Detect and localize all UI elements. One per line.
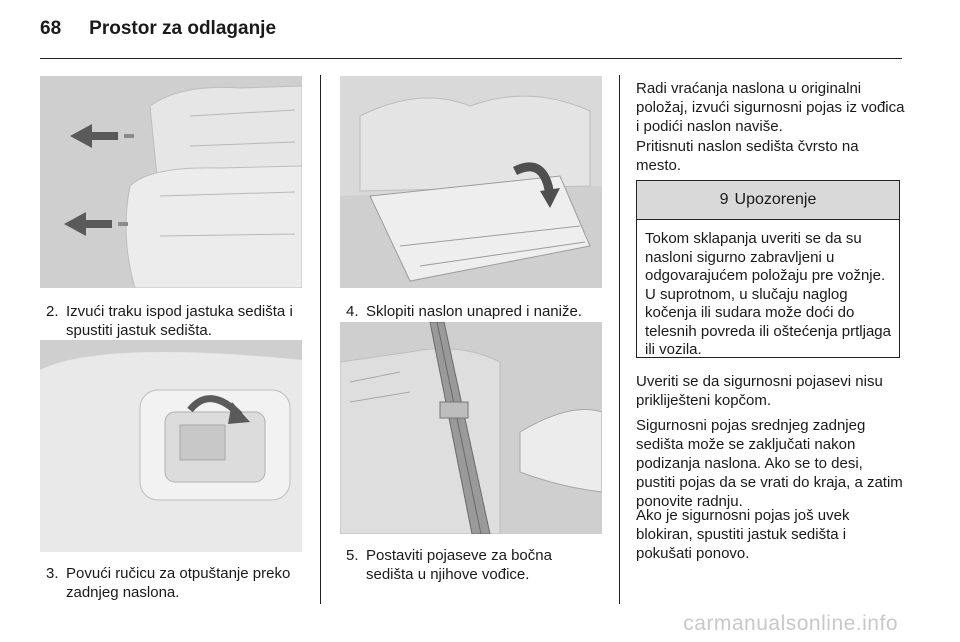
watermark: carmanualsonline.info: [683, 612, 898, 635]
paragraph-middle-belt: Sigurnosni pojas srednjeg zadnjeg sedišta može se zaključati nakon podizanja naslona. Ako se to desi, pustiti pojas da se vrati do kraja, a zatim ponovite radnju.: [636, 417, 903, 510]
paragraph-return-backrest: Radi vraćanja naslona u originalni položaj, izvući sigurnosni pojas iz vođica i podići naslon naviše.: [636, 80, 905, 135]
paragraph-belt-blocked: Ako je sigurnosni pojas još uvek blokiran, spustiti jastuk sedišta i pokušati ponovo.: [636, 507, 850, 562]
page-number: 68: [40, 18, 62, 39]
figure-release-lever: [40, 340, 302, 552]
warning-box: [636, 180, 900, 358]
paragraph-belts-not-pinched: Uveriti se da sigurnosni pojasevi nisu prikliješteni kopčom.: [636, 373, 883, 409]
step-5: [346, 546, 602, 584]
step-number: 4.: [346, 303, 359, 320]
header-rule: [40, 58, 902, 59]
figure-folded-backrest: [340, 76, 602, 288]
warning-icon: 9: [719, 191, 729, 208]
figure-seat-cushion: [40, 76, 302, 288]
figure-belt-guide: [340, 322, 602, 534]
step-2: [46, 302, 302, 340]
step-text: Postaviti pojaseve za bočna sedišta u njihove vođice.: [366, 547, 552, 583]
column-divider-2: [619, 75, 620, 604]
step-number: 3.: [46, 565, 59, 582]
column-divider-1: [320, 75, 321, 604]
page-header: [40, 18, 276, 48]
step-number: 5.: [346, 547, 359, 564]
step-4: [346, 302, 602, 321]
step-3: [46, 564, 302, 602]
step-text: Povući ručicu za otpuštanje preko zadnjeg naslona.: [66, 565, 291, 601]
step-text: Izvući traku ispod jastuka sedišta i spustiti jastuk sedišta.: [66, 303, 293, 339]
step-number: 2.: [46, 303, 59, 320]
warning-body: Tokom sklapanja uveriti se da su nasloni sigurno zabravljeni u odgovarajućem položaju pre vožnje. U suprotnom, u slučaju naglog kočenja ili sudara može doći do telesnih povreda ili oštećenja prtljaga ili vozila.: [645, 230, 891, 358]
warning-header: [637, 181, 899, 220]
warning-title: Upozorenje: [734, 191, 817, 208]
step-text: Sklopiti naslon unapred i naniže.: [366, 303, 582, 320]
page-title: Prostor za odlaganje: [89, 18, 277, 39]
paragraph-press-backrest: Pritisnuti naslon sedišta čvrsto na mesto.: [636, 138, 859, 174]
